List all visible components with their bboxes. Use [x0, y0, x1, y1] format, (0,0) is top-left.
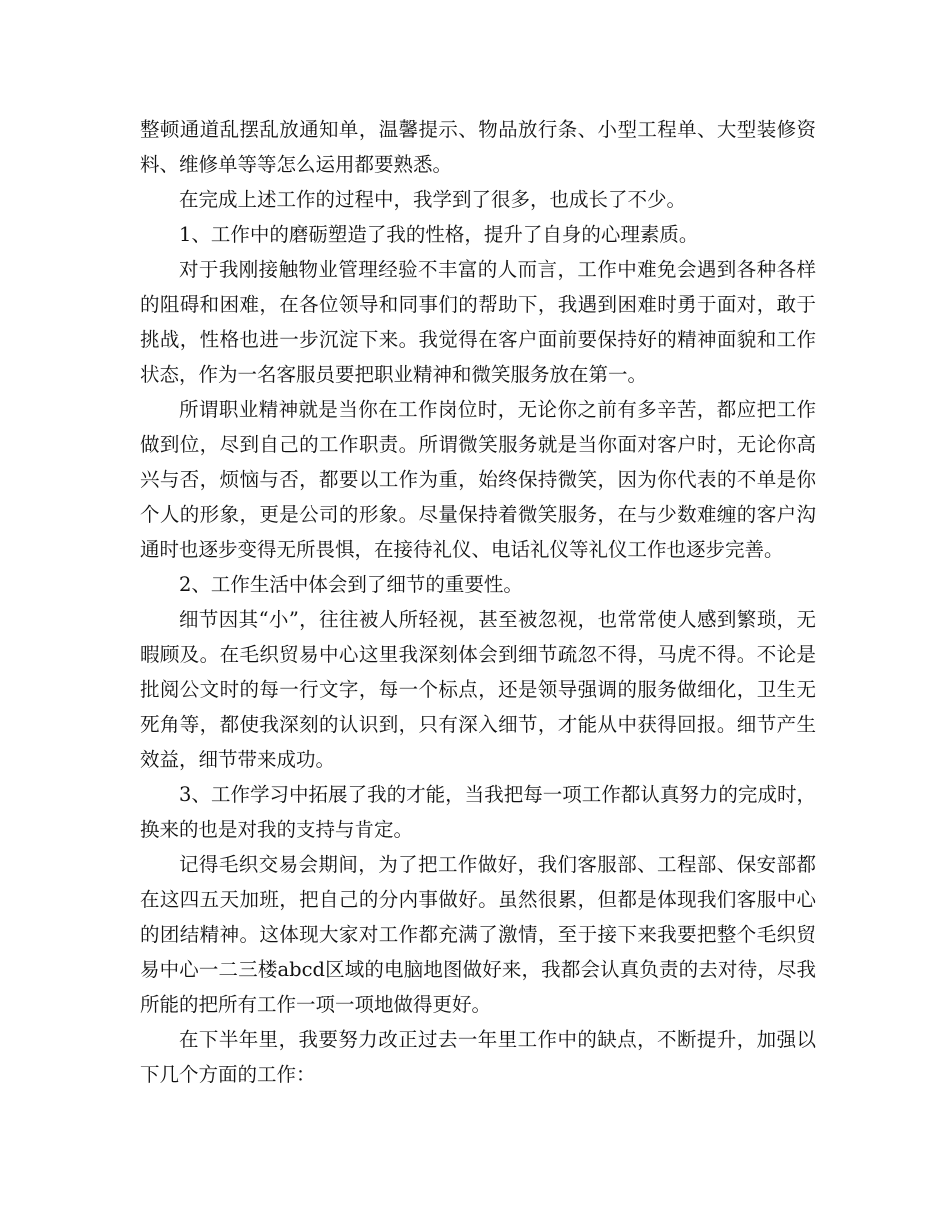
document-body — [140, 112, 816, 1092]
paragraph-body-4: 记得毛织交易会期间，为了把工作做好，我们客服部、工程部、保安部都在这四五天加班，把自己的分内事做好。虽然很累，但都是体现我们客服中心的团结精神。这体现大家对工作都充满了激情，至于接下来我要把整个毛织贸易中心一二三楼abcd区域的电脑地图做好来，我都会认真负责的去对待，尽我所能的把所有工作一项一项地做得更好。 — [140, 853, 816, 1016]
paragraph-summary-intro: 在完成上述工作的过程中，我学到了很多，也成长了不少。 — [179, 188, 687, 211]
paragraph-body-2: 所谓职业精神就是当你在工作岗位时，无论你之前有多辛苦，都应把工作做到位，尽到自己的工作职责。所谓微笑服务就是当你面对客户时，无论你高兴与否，烦恼与否，都要以工作为重，始终保持微笑，因为你代表的不单是你个人的形象，更是公司的形象。尽量保持着微笑服务，在与少数难缠的客户沟通时也逐步变得无所畏惧，在接待礼仪、电话礼仪等礼仪工作也逐步完善。 — [140, 398, 816, 561]
paragraph-heading-1: 1、工作中的磨砺塑造了我的性格，提升了自身的心理素质。 — [179, 223, 699, 246]
paragraph-heading-3: 3、工作学习中拓展了我的才能，当我把每一项工作都认真努力的完成时，换来的也是对我的支持与肯定。 — [140, 783, 816, 841]
paragraph-body-3: 细节因其“小”，往往被人所轻视，甚至被忽视，也常常使人感到繁琐，无暇顾及。在毛织贸易中心这里我深刻体会到细节疏忽不得，马虎不得。不论是批阅公文时的每一行文字，每一个标点，还是领导强调的服务做细化，卫生无死角等，都使我深刻的认识到，只有深入细节，才能从中获得回报。细节产生效益，细节带来成功。 — [140, 608, 816, 771]
paragraph-body-1: 对于我刚接触物业管理经验不丰富的人而言，工作中难免会遇到各种各样的阻碍和困难，在各位领导和同事们的帮助下，我遇到困难时勇于面对，敢于挑战，性格也进一步沉淀下来。我觉得在客户面前要保持好的精神面貌和工作状态，作为一名客服员要把职业精神和微笑服务放在第一。 — [140, 258, 816, 386]
paragraph-continuation: 整顿通道乱摆乱放通知单，温馨提示、物品放行条、小型工程单、大型装修资料、维修单等等怎么运用都要熟悉。 — [140, 118, 816, 176]
paragraph-heading-2: 2、工作生活中体会到了细节的重要性。 — [179, 573, 523, 596]
paragraph-closing: 在下半年里，我要努力改正过去一年里工作中的缺点，不断提升，加强以下几个方面的工作： — [140, 1028, 816, 1086]
